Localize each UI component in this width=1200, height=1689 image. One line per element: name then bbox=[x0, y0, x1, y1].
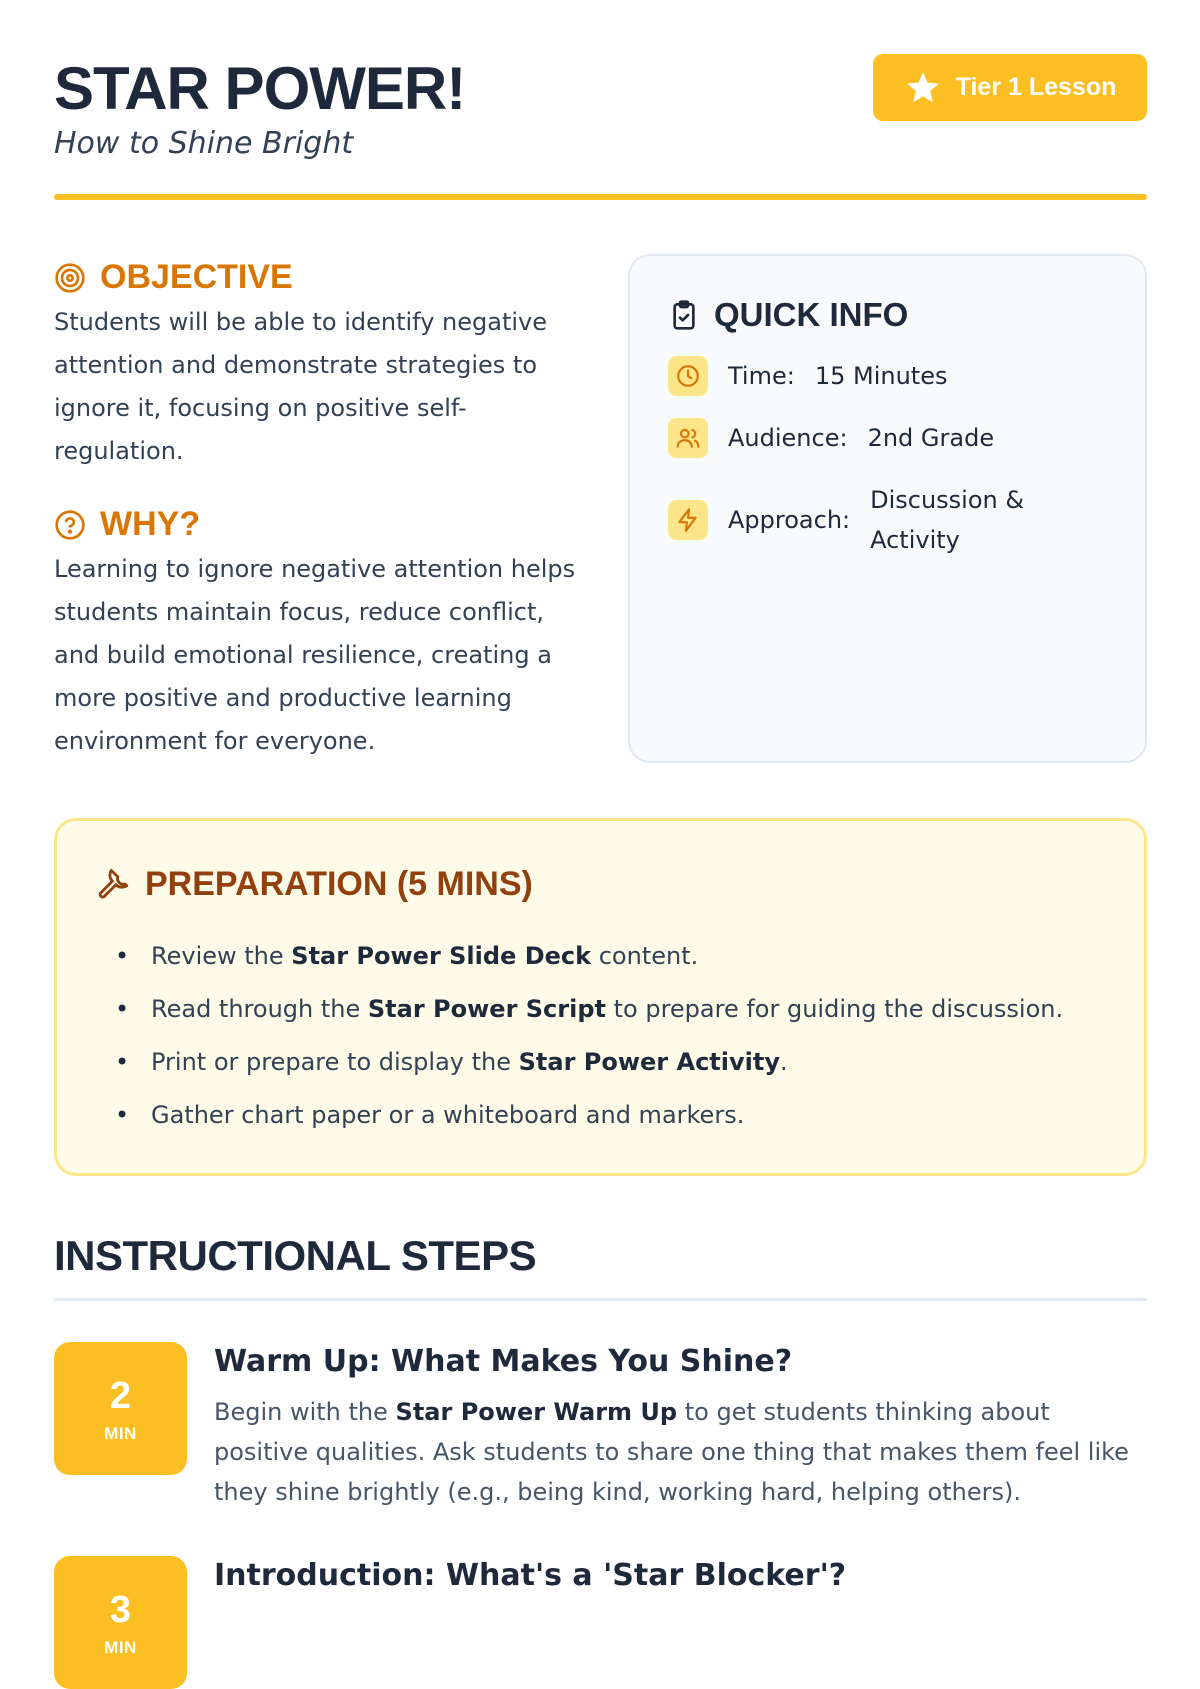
objective-section bbox=[54, 258, 574, 473]
step-title: Introduction: What's a 'Star Blocker'? bbox=[214, 1558, 847, 1593]
preparation-heading-label: PREPARATION (5 MINS) bbox=[145, 865, 533, 903]
page-subtitle: How to Shine Bright bbox=[54, 126, 354, 161]
objective-heading-label: OBJECTIVE bbox=[100, 258, 293, 296]
list-item-text: to prepare for guiding the discussion. bbox=[605, 995, 1064, 1023]
step-duration-badge bbox=[54, 1342, 187, 1475]
steps-heading: INSTRUCTIONAL STEPS bbox=[54, 1232, 537, 1279]
list-item bbox=[115, 983, 1104, 1036]
steps-divider bbox=[54, 1298, 1147, 1301]
users-icon bbox=[668, 418, 708, 458]
quick-info-time-label: Time: bbox=[728, 362, 795, 390]
list-item bbox=[115, 930, 1104, 983]
preparation-card bbox=[54, 818, 1147, 1176]
list-item-text: Review the bbox=[151, 942, 292, 970]
question-circle-icon bbox=[54, 509, 86, 541]
list-item bbox=[115, 1089, 1104, 1142]
quick-info-approach bbox=[668, 480, 1107, 560]
list-item-bold: Star Power Script bbox=[367, 995, 606, 1023]
list-item-text: Print or prepare to display the bbox=[151, 1048, 519, 1076]
lightning-icon bbox=[668, 500, 708, 540]
clock-icon bbox=[668, 356, 708, 396]
quick-info-time bbox=[668, 356, 1107, 396]
tier-badge bbox=[873, 54, 1147, 121]
tier-badge-label: Tier 1 Lesson bbox=[955, 73, 1117, 101]
list-item-bold: Star Power Slide Deck bbox=[291, 942, 592, 970]
objective-heading bbox=[54, 258, 574, 297]
quick-info-heading bbox=[668, 296, 1107, 334]
quick-info-heading-label: QUICK INFO bbox=[714, 296, 909, 333]
quick-info-approach-label: Approach: bbox=[728, 506, 851, 534]
step-description bbox=[214, 1392, 1147, 1512]
target-icon bbox=[54, 262, 86, 294]
step-unit: MIN bbox=[104, 1423, 137, 1443]
objective-text: Students will be able to identify negative attention and demonstrate strategies to ignore it, focusing on positive self-regulation. bbox=[54, 308, 548, 465]
list-item-text: . bbox=[779, 1048, 788, 1076]
star-icon bbox=[904, 69, 942, 107]
quick-info-audience bbox=[668, 418, 1107, 458]
step-body bbox=[214, 1342, 1147, 1512]
step-unit: MIN bbox=[104, 1637, 137, 1657]
wrench-icon bbox=[97, 868, 131, 902]
quick-info-audience-value: 2nd Grade bbox=[867, 424, 995, 452]
why-heading-label: WHY? bbox=[100, 505, 201, 543]
preparation-list bbox=[97, 930, 1104, 1142]
quick-info-approach-value: Discussion & Activity bbox=[870, 486, 1025, 554]
quick-info-time-value: 15 Minutes bbox=[814, 362, 948, 390]
quick-info-audience-label: Audience: bbox=[728, 424, 848, 452]
list-item bbox=[115, 1036, 1104, 1089]
step-bold: Star Power Warm Up bbox=[395, 1398, 678, 1426]
list-item-text: content. bbox=[591, 942, 699, 970]
why-text: Learning to ignore negative attention helps students maintain focus, reduce conflict, and build emotional resilience, creating a more positive and productive learning environment for everyone. bbox=[54, 555, 576, 755]
lesson-header bbox=[54, 54, 1147, 202]
header-divider bbox=[54, 194, 1147, 200]
step-text: Begin with the bbox=[214, 1398, 396, 1426]
list-item-text: Gather chart paper or a whiteboard and markers. bbox=[151, 1101, 745, 1129]
clipboard-check-icon bbox=[668, 299, 700, 331]
page-title: STAR POWER! bbox=[54, 55, 466, 122]
list-item-bold: Star Power Activity bbox=[518, 1048, 780, 1076]
step-minutes: 3 bbox=[109, 1588, 132, 1631]
step-minutes: 2 bbox=[109, 1374, 132, 1417]
list-item-text: Read through the bbox=[151, 995, 368, 1023]
step-duration-badge bbox=[54, 1556, 187, 1689]
why-section bbox=[54, 505, 594, 763]
step-body bbox=[214, 1556, 1147, 1596]
step-text: to get students thinking about positive qualities. Ask students to share one thing that makes them feel like they shine brightly (e.g., being kind, working hard, helping others). bbox=[214, 1398, 1129, 1506]
step-title: Warm Up: What Makes You Shine? bbox=[214, 1344, 793, 1379]
quick-info-card bbox=[628, 254, 1147, 763]
why-heading bbox=[54, 505, 594, 544]
preparation-heading bbox=[97, 865, 1104, 904]
